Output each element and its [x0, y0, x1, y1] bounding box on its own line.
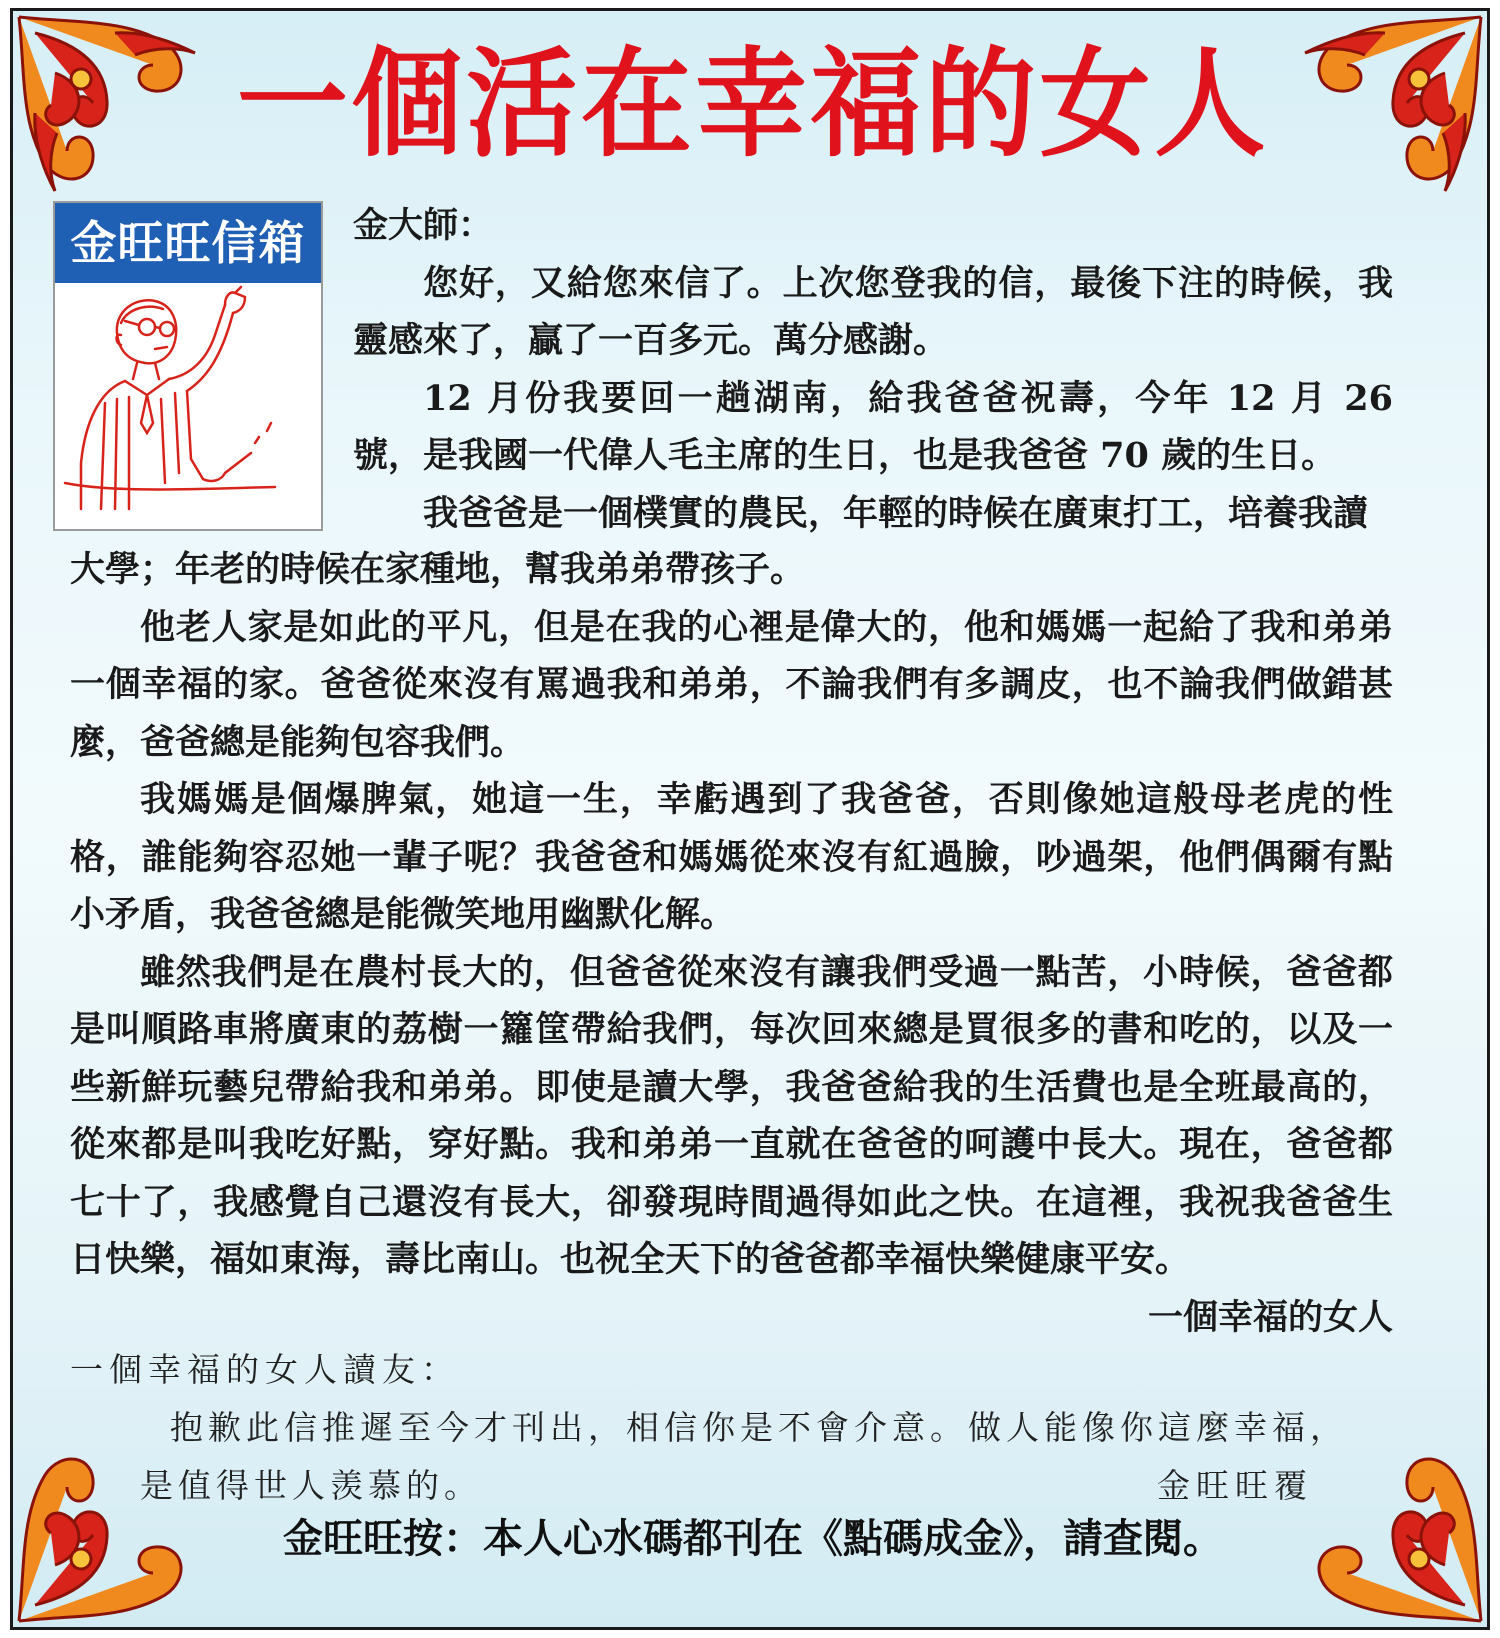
corner-ornament-top-left [15, 13, 215, 193]
columnist-reply [70, 1341, 1393, 1515]
letter-paragraph: 您好，又給您來信了。上次您登我的信，最後下注的時候，我靈感來了，贏了一百多元。萬分感謝。 [353, 262, 1393, 361]
reply-body-line: 抱歉此信推遲至今才刊出，相信你是不會介意。做人能像你這麼幸福， [170, 1408, 1348, 1447]
letter-paragraph: 雖然我們是在農村長大的，但爸爸從來沒有讓我們受過一點苦，小時候，爸爸都是叫順路車將廣東的荔樹一籮筐帶給我們，每次回來總是買很多的書和吃的，以及一些新鮮玩藝兒帶給我和弟弟。即使是讀大學，我爸爸給我的生活費也是全班最高的，從來都是叫我吃好點，穿好點。我和弟弟一直就在爸爸的呵護中長大。現在，爸爸都七十了，我感覺自己還沒有長大，卻發現時間過得如此之快。在這裡，我祝我爸爸生日快樂，福如東海，壽比南山。也祝全天下的爸爸都幸福快樂健康平安。 [70, 951, 1393, 1280]
letter-intro [353, 197, 1393, 542]
columnist-illustration [55, 283, 321, 531]
reply-body-line: 是值得世人羡慕的。 [140, 1466, 482, 1505]
letter-paragraph: 12 月份我要回一趟湖南，給我爸爸祝壽，今年 12 月 26 號，是我國一代偉人毛主席的生日，也是我爸爸 70 歲的生日。 [353, 377, 1393, 476]
letter-body [70, 541, 1393, 1346]
column-logo-text: 金旺旺信箱 [55, 203, 321, 283]
article-frame [10, 8, 1490, 1630]
article-title: 一個活在幸福的女人 [236, 35, 1270, 173]
letter-paragraph: 我媽媽是個爆脾氣，她這一生，幸虧遇到了我爸爸，否則像她這般母老虎的性格，誰能夠容忍她一輩子呢？我爸爸和媽媽從來沒有紅過臉，吵過架，他們偶爾有點小矛盾，我爸爸總是能微笑地用幽默化解。 [70, 779, 1393, 935]
letter-paragraph: 我爸爸是一個樸實的農民，年輕的時候在廣東打工，培養我讀 [423, 492, 1369, 534]
letter-salutation: 金大師： [353, 205, 494, 246]
letter-paragraph: 他老人家是如此的平凡，但是在我的心裡是偉大的，他和媽媽一起給了我和弟弟一個幸福的家。爸爸從來沒有罵過我和弟弟，不論我們有多調皮，也不論我們做錯甚麼，爸爸總是能夠包容我們。 [70, 606, 1393, 763]
letter-signature: 一個幸福的女人 [1147, 1296, 1393, 1338]
corner-ornament-top-right [1285, 13, 1485, 193]
column-logo [53, 201, 323, 531]
footer-note: 金旺旺按：本人心水碼都刊在《點碼成金》，請查閱。 [283, 1516, 1223, 1562]
letter-paragraph-continued: 大學；年老的時候在家種地，幫我弟弟帶孩子。 [70, 549, 806, 590]
reply-signature: 金旺旺覆 [1157, 1466, 1313, 1505]
reply-greeting: 一個幸福的女人讀友： [70, 1350, 460, 1389]
